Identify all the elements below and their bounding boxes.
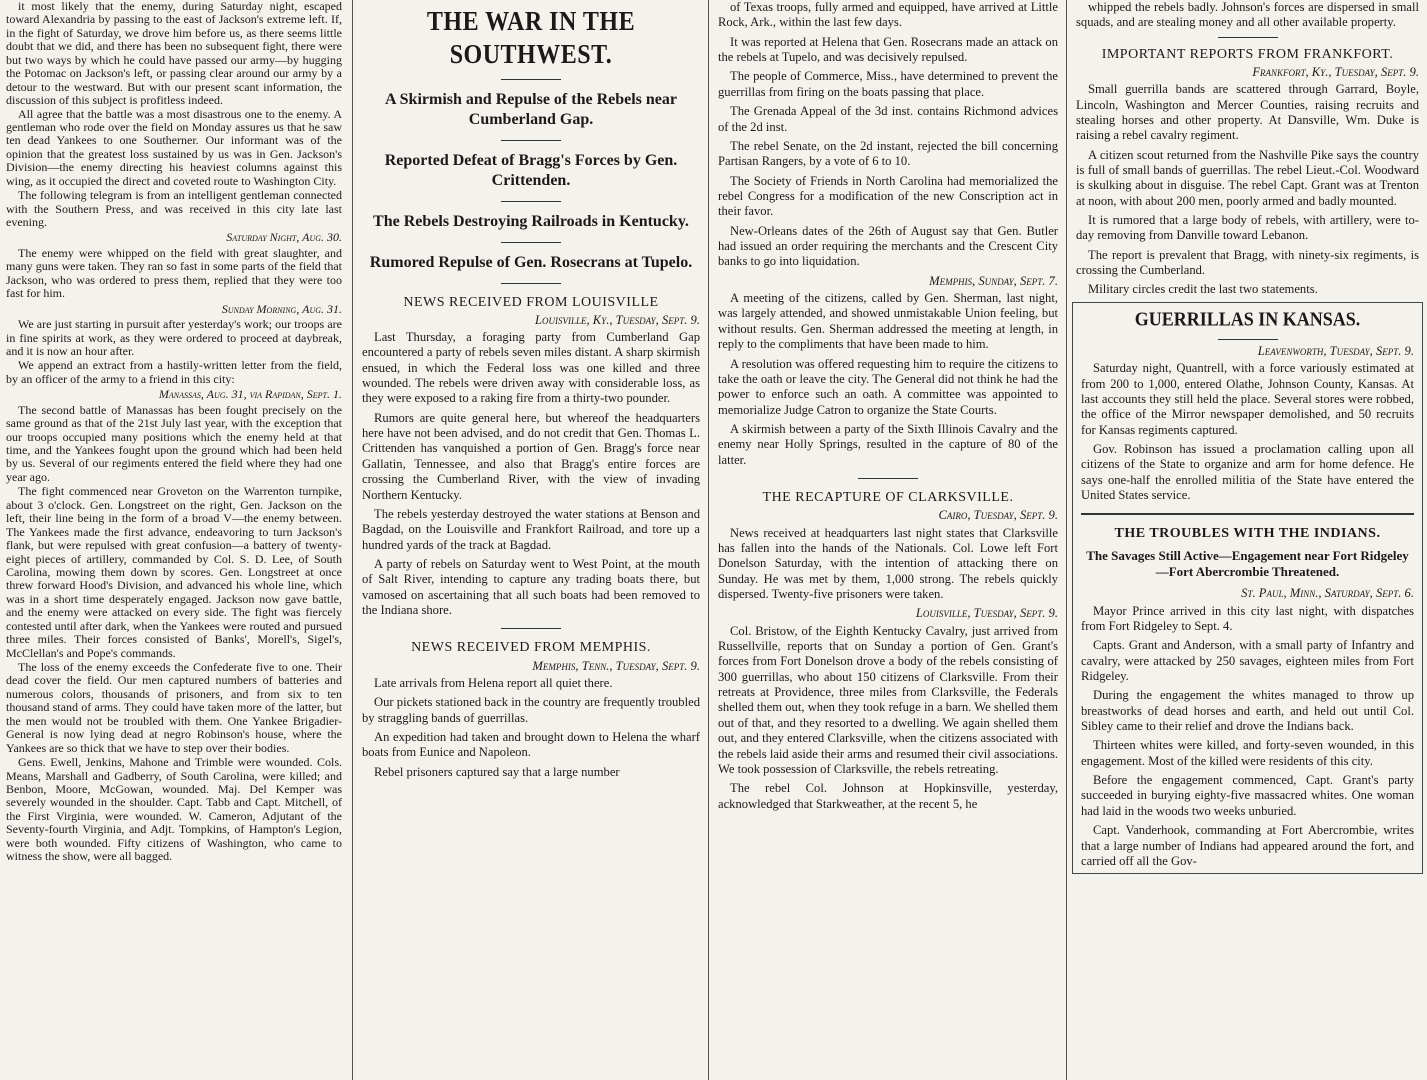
- paragraph: A citizen scout returned from the Nashville Pike says the country is full of small bands of guerrillas. The rebel Lieut.-Col. Woodward is skulking about in disguise. The rebel Capt. Grant was at Trenton at noon, with about 200 men, poorly armed and badly mounted.: [1076, 147, 1419, 208]
- section-title: THE RECAPTURE OF CLARKSVILLE.: [762, 490, 1014, 506]
- rule: [1218, 37, 1278, 38]
- paragraph: The Society of Friends in North Carolina had memorialized the rebel Congress for a modification of the new Conscription act in their favor.: [718, 173, 1058, 219]
- rule: [501, 201, 561, 202]
- paragraph: The Grenada Appeal of the 3d inst. contains Richmond advices of the 2d inst.: [718, 104, 1058, 134]
- rule: [501, 283, 561, 284]
- paragraph: The people of Commerce, Miss., have determined to prevent the guerrillas from firing on the boats passing that place.: [718, 69, 1058, 99]
- column-rule: [352, 0, 353, 1080]
- paragraph: A party of rebels on Saturday went to West Point, at the mouth of Salt River, intending to capture any trading boats there, but vamosed on ascertaining that all such boats had been removed to the Indiana shore.: [362, 557, 700, 618]
- paragraph: During the engagement the whites managed to throw up breastworks of dead horses and earth, and held out until Col. Sibley came to their relief and drove the Indians back.: [1081, 688, 1414, 734]
- deck: A Skirmish and Repulse of the Rebels near Cumberland Gap.: [384, 90, 678, 128]
- paragraph: A skirmish between a party of the Sixth Illinois Cavalry and the enemy near Holly Springs, resulted in the capture of 80 of the latter.: [718, 421, 1058, 467]
- paragraph: The following telegram is from an intelligent gentleman connected with the Southern Press, and was received in this city late last evening.: [6, 188, 342, 229]
- paragraph: The enemy were whipped on the field with great slaughter, and many guns were taken. They ran so fast in some parts of the field that Jackson, who was ordered to press them, replied that they were too fast for him.: [6, 245, 342, 301]
- dateline: Sunday Morning, Aug. 31.: [221, 301, 342, 316]
- column-4: [1068, 0, 1427, 1080]
- dateline: Saturday Night, Aug. 30.: [226, 230, 342, 245]
- dateline: Leavenworth, Tuesday, Sept. 9.: [1257, 343, 1414, 358]
- paragraph: News received at headquarters last night states that Clarksville has fallen into the hands of the Nationals. Col. Lowe left Fort Donelson Saturday, with the intention of attacking there on Sunday. He was met by them, 1,000 strong. The rebels quickly dispersed. Twenty-five prisoners were taken.: [718, 525, 1058, 601]
- paragraph: Small guerrilla bands are scattered through Garrard, Boyle, Lincoln, Washington and Mercer Counties, raising recruits and stealing horses and other property. At Dansville, Wm. Duke is raising a rebel cavalry regiment.: [1076, 82, 1419, 143]
- guerrillas-article: [1072, 302, 1423, 874]
- paragraph: The report is prevalent that Bragg, with ninety-six regiments, is crossing the Cumberland.: [1076, 247, 1419, 278]
- paragraph: The rebel Col. Johnson at Hopkinsville, yesterday, acknowledged that Starkweather, at the recent 5, he: [718, 781, 1058, 811]
- paragraph: Rebel prisoners captured say that a large number: [374, 764, 620, 779]
- rule: [858, 478, 918, 479]
- rule: [1081, 513, 1414, 515]
- paragraph: The fight commenced near Groveton on the Warrenton turnpike, about 3 o'clock. Gen. Longstreet on the right, Gen. Jackson on the left, their line being in the form of a broad V—the enemy between. The Yankees made the first advance, endeavoring to turn Jackson's flank, but were repulsed with great confusion—a battery of twenty-eight pieces of artillery, commanded by Col. S. D. Lee, of South Carolina, mowing them down by scores. Gen. Longstreet at once threw forward Hood's Division, and advanced his whole line, which was in a short time desperately engaged. Jackson now gave battle, and the enemy were attacked on every side. The fight was fiercely contested until after dark, when the Yankees were routed and pursued three miles. Their forces consisted of Banks', Morell's, Sigel's, McClellan's and Pope's commands.: [6, 484, 342, 660]
- column-3: [710, 0, 1066, 1080]
- paragraph: New-Orleans dates of the 26th of August say that Gen. Butler had issued an order requiring the merchants and the Crescent City banks to go into liquidation.: [718, 223, 1058, 269]
- paragraph: Gens. Ewell, Jenkins, Mahone and Trimble were wounded. Cols. Means, Marshall and Gadberry, of South Carolina, were killed; and Benbon, Moore, McGowan, wounded. Maj. Del Kemper was severely wounded in the shoulder. Capt. Tabb and Capt. Mitchell, of the First Virginia, were wounded. W. Cameron, Adjutant of the Seventy-fourth Virginia, and Adjt. Tompkins, of Hampton's Legion, were both wounded. Fifty citizens of Washington, who came to witness the show, were all bagged.: [6, 755, 342, 864]
- section-title: NEWS RECEIVED FROM LOUISVILLE: [403, 294, 659, 310]
- column-rule: [1066, 0, 1067, 1080]
- column-rule: [708, 0, 709, 1080]
- paragraph: Rumors are quite general here, but whereof the headquarters here have not been advised, and do not credit that Gen. Thomas L. Crittenden has vanquished a portion of Gen. Bragg's force near Gallatin, Tennessee, and also that Bragg's entire forces are crossing the Cumberland River, with the view of invading Northern Kentucky.: [362, 410, 700, 502]
- rule: [1218, 339, 1278, 340]
- col1-paragraphs-a: [6, 0, 342, 229]
- paragraph: whipped the rebels badly. Johnson's forces are dispersed in small squads, and are stealing money and all other available property.: [1076, 0, 1419, 30]
- paragraph: The rebels yesterday destroyed the water stations at Benson and Bagdad, on the Louisville and Frankfort Railroad, and tore up a hundred yards of the track at Bagdad.: [362, 506, 700, 552]
- section-title: NEWS RECEIVED FROM MEMPHIS.: [411, 640, 651, 656]
- paragraph: Saturday night, Quantrell, with a force variously estimated at from 200 to 1,000, entered Olathe, Johnson County, Kansas. At last accounts they still held the place. Several stores were robbed, the office of the Mirror newspaper demolished, and 50 recruits for Kansas regiments captured.: [1081, 361, 1414, 437]
- paragraph: The second battle of Manassas has been fought precisely on the same ground as that of the 21st July last year, with the exception that our troops occupied many positions which the enemy held at that time, and the Yankees fought upon the ground which had been held by us. Several of our regiments entered the field where they had one year ago.: [6, 402, 342, 484]
- headline: THE WAR IN THE SOUTHWEST.: [426, 6, 636, 71]
- paragraph: Gov. Robinson has issued a proclamation calling upon all citizens of the State to organize and arm for home defence. He says one-half the enrolled militia of the State have entered the United States service.: [1081, 441, 1414, 503]
- dateline: Cairo, Tuesday, Sept. 9.: [938, 508, 1058, 523]
- dateline: St. Paul, Minn., Saturday, Sept. 6.: [1241, 586, 1414, 601]
- dateline: Manassas, Aug. 31, via Rapidan, Sept. 1.: [158, 387, 342, 402]
- dateline: Memphis, Sunday, Sept. 7.: [929, 273, 1058, 288]
- rule: [501, 628, 561, 629]
- paragraph: Last Thursday, a foraging party from Cumberland Gap encountered a party of rebels seven miles distant. A sharp skirmish ensued, in which the Federal loss was one killed and three wounded. The rebels were driven away with considerable loss, as they were exposed to a raking fire from a thirty-two pounder.: [362, 329, 700, 406]
- dateline: Memphis, Tenn., Tuesday, Sept. 9.: [532, 658, 700, 673]
- column-2: [354, 0, 708, 1080]
- paragraph: The loss of the enemy exceeds the Confederate five to one. Their dead cover the field. Our men captured numbers of batteries and numerous colors, thousands of prisoners, and from six to ten thousand stand of arms. They could have taken more of the latter, but the men would not be troubled with them. One Yankee Brigadier-General is now lying dead at negro Robinson's house, where the Yankees are so thick that we have to step over their bodies.: [6, 660, 342, 755]
- paragraph: Our pickets stationed back in the country are frequently troubled by straggling bands of guerrillas.: [362, 695, 700, 725]
- paragraph: All agree that the battle was a most disastrous one to the enemy. A gentleman who rode over the field on Monday assures us that he saw ten dead Yankees to one Southerner. Our informant was of the opinion that the greatest loss sustained by us was in Gen. Jackson's Division—the enemy directing his heaviest columns against this wing, as it occupied the direct and coveted route to Washington City.: [6, 106, 342, 188]
- paragraph: Capts. Grant and Anderson, with a small party of Infantry and cavalry, were attacked by 250 savages, eighteen miles from Fort Ridgeley.: [1081, 638, 1414, 683]
- dateline: Louisville, Tuesday, Sept. 9.: [915, 606, 1058, 621]
- section-title: THE TROUBLES WITH THE INDIANS.: [1114, 526, 1381, 542]
- paragraph: A meeting of the citizens, called by Gen. Sherman, last night, was largely attended, and showed unmistakable Union feeling, but without results. Gen. Sherman addressed the meeting at length, in reply to the compliments that have been made to him.: [718, 291, 1058, 352]
- paragraph: Col. Bristow, of the Eighth Kentucky Cavalry, just arrived from Russellville, reports that on Sunday a portion of Gen. Grant's forces from Fort Donelson drove a body of the rebels consisting of 300 guerrillas, who about 150 citizens of Clarksville. From their retreats at Providence, three miles from Clarksville, the Federals shelled them out, when they took refuge in a barn. We shelled them out of that, and they resorted to a dwelling. We again shelled them out, and they entered Clarksville, when the citizens associated with the rebels laid aside their arms and resumed their civil associations. We took possession of Clarksville, the rebels retreating.: [718, 623, 1058, 776]
- deck: The Savages Still Active—Engagement near Fort Ridgeley—Fort Abercrombie Threatened.: [1086, 548, 1409, 580]
- paragraph: Late arrivals from Helena report all quiet there.: [374, 675, 613, 690]
- rule: [501, 140, 561, 141]
- paragraph: Thirteen whites were killed, and forty-seven wounded, in this engagement. Most of the killed were residents of this city.: [1081, 738, 1414, 768]
- paragraph: A resolution was offered requesting him to require the citizens to take the oath or leave the city. The General did not think he had the power to enforce such an oath. A committee was appointed to memorialize Judge Catron to organize the State Courts.: [718, 356, 1058, 417]
- dateline: Frankfort, Ky., Tuesday, Sept. 9.: [1252, 64, 1419, 79]
- paragraph: Mayor Prince arrived in this city last night, with dispatches from Fort Ridgeley to Sept. 4.: [1081, 603, 1414, 633]
- paragraph: Military circles credit the last two statements.: [1088, 282, 1318, 297]
- column-1: [0, 0, 352, 1080]
- dateline: Louisville, Ky., Tuesday, Sept. 9.: [535, 312, 700, 327]
- paragraph: of Texas troops, fully armed and equipped, have arrived at Little Rock, Ark., within the last few days.: [718, 0, 1058, 30]
- paragraph: We append an extract from a hastily-written letter from the field, by an officer of the army to a friend in this city:: [6, 358, 342, 386]
- paragraph: An expedition had taken and brought down to Helena the wharf boats from Eunice and Napoleon.: [362, 729, 700, 760]
- paragraph: The rebel Senate, on the 2d instant, rejected the bill concerning Partisan Rangers, by a vote of 6 to 10.: [718, 138, 1058, 169]
- deck: Reported Defeat of Bragg's Forces by Gen. Crittenden.: [384, 151, 678, 189]
- paragraph: Before the engagement commenced, Capt. Grant's party succeeded in burying eighty-five massacred whites. One woman had laid in the woods two weeks unburied.: [1081, 773, 1414, 818]
- paragraph: We are just starting in pursuit after yesterday's work; our troops are in fine spirits at work, as they were ordered to proceed at daybreak, and it is now an hour after.: [6, 317, 342, 358]
- paragraph: It was reported at Helena that Gen. Rosecrans made an attack on the rebels at Tupelo, and was decisively repulsed.: [718, 34, 1058, 65]
- deck: Rumored Repulse of Gen. Rosecrans at Tupelo.: [369, 253, 693, 271]
- rule: [501, 79, 561, 80]
- rule: [501, 242, 561, 243]
- paragraph: it most likely that the enemy, during Saturday night, escaped toward Alexandria by passing to the east of Jackson's extreme left. If, in the fight of Saturday, we drove him before us, as there seems little doubt that we did, and there has been no subsequent fight, there were but two ways by which he could have passed our army—by hugging the Potomac on Jackson's left, or passing clear around our army by a detour to the westward. But with our present scant information, the discussion of this subject is profitless indeed.: [6, 0, 342, 108]
- section-title: GUERRILLAS IN KANSAS.: [1134, 307, 1361, 330]
- paragraph: It is rumored that a large body of rebels, with artillery, were to-day removing from Danville toward Lebanon.: [1076, 213, 1419, 243]
- section-title: IMPORTANT REPORTS FROM FRANKFORT.: [1101, 46, 1394, 62]
- paragraph: Capt. Vanderhook, commanding at Fort Abercrombie, writes that a large number of Indians had appeared around the fort, and carried off all the Gov-: [1081, 823, 1414, 868]
- deck: The Rebels Destroying Railroads in Kentucky.: [373, 212, 689, 230]
